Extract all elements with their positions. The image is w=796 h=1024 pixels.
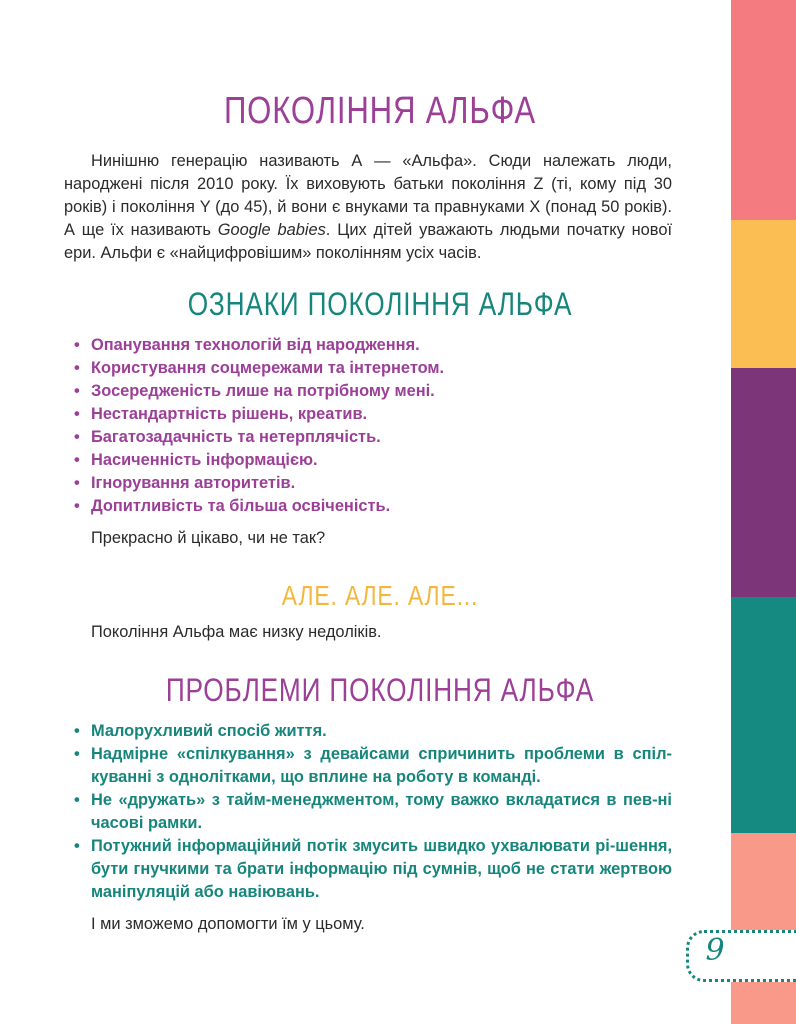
stripe-yellow [731, 220, 796, 368]
bullet-icon: • [74, 428, 80, 446]
bullet-icon: • [74, 451, 80, 469]
list-item: • Опанування технологій від народження. [64, 334, 672, 357]
bullet-icon: • [74, 745, 80, 763]
intro-text-end: . Цих дітей уважають людьми початку нової ери. Альфи є «найцифровішим» поколінням усіх часів. [64, 221, 672, 262]
intro-paragraph [64, 150, 672, 265]
problems-heading: ПРОБЛЕМИ ПОКОЛІННЯ АЛЬФА [165, 672, 595, 708]
closing-text: І ми зможемо допомогти їм у цьому. [91, 915, 365, 933]
bullet-icon: • [74, 474, 80, 492]
but-heading: АЛЕ. АЛЕ. АЛЕ... [281, 580, 479, 611]
problems-list [64, 720, 672, 904]
bullet-icon: • [74, 382, 80, 400]
page-number: 9 [705, 933, 725, 968]
stripe-pink [731, 0, 796, 220]
list-item: • Ігнорування авторитетів. [64, 472, 672, 495]
list-item: • Надмірне «спілкування» з девайсами спричинить проблеми в спіл-куванні з однолітками, що вплине на роботу в команді. [74, 745, 672, 786]
bullet-icon: • [74, 791, 80, 809]
signs-list [64, 334, 672, 518]
list-item: • Насиченність інформацією. [64, 449, 672, 472]
list-item: • Потужний інформаційний потік змусить швидко ухвалювати рі-шення, бути гнучкими та брати інформацію під сумнів, щоб не стати жертвою маніпуляцій або навіювань. [74, 837, 672, 901]
stripe-purple [731, 368, 796, 597]
list-item: • Малорухливий спосіб життя. [64, 720, 672, 743]
decorative-stripes [731, 0, 796, 1024]
bullet-icon: • [74, 359, 80, 377]
intro-italic-term: Google babies [217, 221, 326, 239]
list-item: • Нестандартність рішень, креатив. [64, 403, 672, 426]
bullet-icon: • [74, 405, 80, 423]
signs-heading: ОЗНАКИ ПОКОЛІННЯ АЛЬФА [187, 286, 573, 322]
stripe-salmon [731, 833, 796, 1024]
question-text: Прекрасно й цікаво, чи не так? [91, 529, 326, 547]
but-text: Покоління Альфа має низку недоліків. [91, 623, 382, 641]
list-item: • Користування соцмережами та інтернетом. [64, 357, 672, 380]
page-title: ПОКОЛІННЯ АЛЬФА [223, 90, 537, 132]
bullet-icon: • [74, 497, 80, 515]
stripe-teal [731, 597, 796, 833]
list-item: • Не «дружать» з тайм-менеджментом, тому важко вкладатися в пев-ні часові рамки. [74, 791, 672, 832]
list-item: • Допитливість та більша освіченість. [64, 495, 672, 518]
intro-text-start: Нинішню генерацію називають А — «Альфа». Сюди належать люди, народжені після 2010 року. Їх виховують батьки покоління Z (ті, кому під 30 років) і покоління Y (до 45), й вони є внуками та правнуками X (понад 50 років). А ще їх називають [64, 152, 672, 239]
bullet-icon: • [74, 722, 80, 740]
list-item: • Багатозадачність та нетерплячість. [64, 426, 672, 449]
list-item: • Зосередженість лише на потрібному мені. [64, 380, 672, 403]
bullet-icon: • [74, 336, 80, 354]
bullet-icon: • [74, 837, 80, 855]
